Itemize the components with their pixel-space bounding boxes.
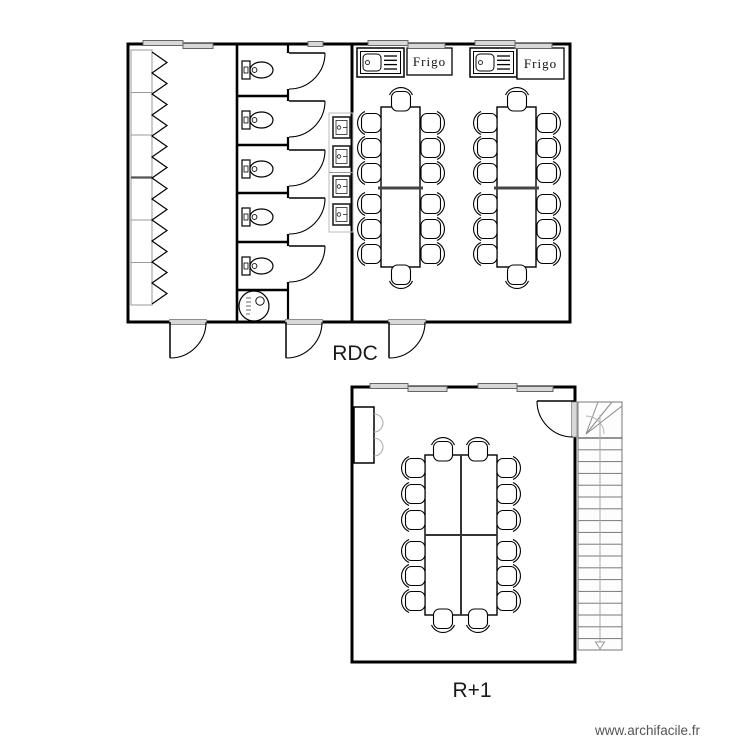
- chair-icon: [467, 438, 490, 461]
- chair-icon: [358, 218, 381, 241]
- chair-icon: [537, 162, 560, 185]
- meeting-table-1: [358, 88, 445, 289]
- door-swing-icon: [289, 150, 325, 186]
- chair-icon: [402, 457, 425, 480]
- fridge-label: Frigo: [412, 54, 447, 69]
- staircase-icon: [578, 402, 622, 650]
- fridge-box: [517, 48, 564, 79]
- chair-icon: [358, 112, 381, 135]
- wall-fixture-icon: [333, 176, 350, 197]
- chair-icon: [402, 565, 425, 588]
- wall-fixture-icon: [333, 146, 350, 167]
- r1-door: [537, 401, 578, 437]
- toilet-icon: [242, 160, 273, 178]
- chair-icon: [432, 609, 455, 632]
- toilet-icon: [242, 208, 273, 226]
- fridge-box: [407, 48, 452, 75]
- chair-icon: [474, 193, 497, 216]
- rdc-plan: [128, 41, 570, 366]
- meeting-table-r1: [402, 438, 521, 633]
- window-bar: [143, 41, 183, 46]
- chair-icon: [467, 609, 490, 632]
- toilet-icon: [242, 61, 273, 79]
- chair-icon: [402, 540, 425, 563]
- chair-icon: [537, 112, 560, 135]
- chair-icon: [421, 162, 444, 185]
- chair-icon: [537, 243, 560, 266]
- chair-icon: [497, 540, 520, 563]
- chair-icon: [421, 218, 444, 241]
- chair-icon: [497, 457, 520, 480]
- chair-icon: [402, 590, 425, 613]
- door-swing-icon: [289, 246, 325, 282]
- watermark: www.archifacile.fr: [594, 723, 700, 738]
- meeting-table-2: [474, 88, 561, 289]
- chair-icon: [390, 88, 413, 111]
- chair-icon: [537, 193, 560, 216]
- window-bar: [478, 384, 517, 389]
- coat-hooks-zigzag: [152, 52, 167, 304]
- chair-icon: [537, 218, 560, 241]
- window-bar: [408, 44, 445, 49]
- wall-fixture-icon: [333, 117, 350, 138]
- chair-icon: [432, 438, 455, 461]
- door-swing-icon: [170, 322, 206, 358]
- chair-icon: [497, 590, 520, 613]
- chair-icon: [474, 218, 497, 241]
- window-bar: [308, 42, 323, 47]
- chair-icon: [474, 243, 497, 266]
- chair-icon: [421, 112, 444, 135]
- chair-icon: [402, 483, 425, 506]
- chair-icon: [358, 162, 381, 185]
- door-swing-icon: [537, 401, 574, 437]
- chair-icon: [497, 565, 520, 588]
- chair-icon: [358, 193, 381, 216]
- toilet-icon: [242, 111, 273, 129]
- wc-stall-doors: [289, 53, 325, 282]
- chair-icon: [421, 137, 444, 160]
- chair-icon: [421, 193, 444, 216]
- door-swing-icon: [389, 322, 425, 358]
- chair-icon: [474, 112, 497, 135]
- chair-icon: [537, 137, 560, 160]
- window-bar: [408, 387, 447, 392]
- chair-icon: [358, 243, 381, 266]
- window-bar: [183, 44, 213, 49]
- coat-hooks-strip: [131, 50, 167, 305]
- r1-plan: [352, 384, 622, 703]
- toilet-icon: [242, 257, 273, 275]
- cabinet: [354, 407, 383, 463]
- chair-icon: [421, 243, 444, 266]
- door-swing-icon: [286, 322, 322, 358]
- chair-icon: [390, 265, 413, 288]
- chair-icon: [474, 137, 497, 160]
- r1-label: R+1: [452, 679, 492, 702]
- door-swing-icon: [289, 53, 325, 89]
- water-heater-icon: [239, 291, 269, 321]
- door-swing-icon: [289, 101, 325, 137]
- chair-icon: [497, 483, 520, 506]
- chair-icon: [506, 88, 529, 111]
- window-bar: [515, 44, 552, 49]
- chair-icon: [497, 509, 520, 532]
- window-bar: [368, 41, 408, 46]
- rdc-label: RDC: [332, 342, 378, 365]
- rdc-exterior-doors: [169, 319, 426, 358]
- chair-icon: [474, 162, 497, 185]
- window-bar: [475, 41, 515, 46]
- fridge-label: Frigo: [523, 56, 558, 71]
- wall-fixtures: [329, 113, 353, 232]
- chair-icon: [506, 265, 529, 288]
- sink-icon: [357, 48, 404, 77]
- window-bar: [517, 387, 553, 392]
- chair-icon: [402, 509, 425, 532]
- wall-fixture-icon: [333, 204, 350, 225]
- chair-icon: [358, 137, 381, 160]
- door-threshold: [572, 402, 578, 437]
- window-bar: [370, 384, 408, 389]
- door-swing-icon: [289, 198, 325, 234]
- sink-icon: [470, 48, 517, 77]
